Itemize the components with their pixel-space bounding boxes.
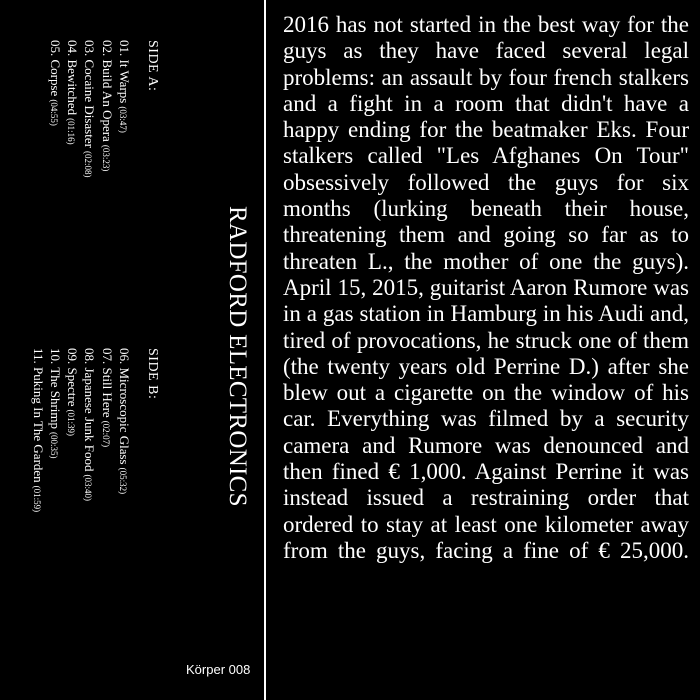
- track-duration: (03:23): [100, 144, 111, 172]
- album-title: RADFORD ELECTRONICS: [224, 206, 251, 507]
- track-title: 04. Bewitched: [65, 40, 81, 116]
- track-duration: (00:35): [48, 432, 59, 459]
- spine-panel: [0, 0, 264, 700]
- side-a-tracklist: [46, 40, 160, 177]
- side-a-track-list: [46, 40, 132, 177]
- track-title: 11. Puking In The Garden: [30, 348, 46, 483]
- divider-line: [264, 0, 266, 700]
- track-title: 03. Cocaine Disaster: [82, 40, 98, 148]
- track-title: 10. The Shrimp: [47, 348, 63, 430]
- side-b-heading: SIDE B:: [145, 348, 160, 400]
- side-a-heading: SIDE A:: [145, 40, 160, 92]
- track-title: 05. Corpse: [47, 40, 63, 97]
- track-duration: (04:55): [48, 99, 59, 126]
- track-duration: (02:07): [100, 420, 111, 448]
- liner-notes-body: 2016 has not started in the best way for the guys as they have faced several legal problems: an assault by four french stalkers and a fight in a room that didn't have a happy ending for the beatmaker Eks. Four stalkers called "Les Afghanes On Tour" obsessively followed the guys for six months (lurking beneath their house, threatening them and going so far as to threaten L., the mother of one the guys). April 15, 2015, guitarist Aaron Rumore was in a gas station in Hamburg in his Audi and, tired of provocations, he struck one of them (the twenty years old Perrine D.) after she blew out a cigarette on the window of his car. Everything was filmed by a security camera and Rumore was denounced and then fined € 1,000. Against Perrine it was instead issued a restraining order that ordered to stay at least one kilometer away from the guys, facing a fine of € 25,000.: [283, 12, 689, 563]
- track-item: [29, 348, 46, 512]
- track-item: [63, 348, 80, 512]
- track-duration: (03:47): [117, 106, 128, 133]
- track-title: 09. Spectre: [65, 348, 81, 407]
- track-title: 06. Microscopic Glass: [116, 348, 132, 465]
- spine-rotated-content: [0, 0, 264, 700]
- track-item: [63, 40, 80, 177]
- catalog-number: Körper 008: [186, 662, 251, 677]
- track-item: [115, 40, 132, 177]
- track-item: [46, 348, 63, 512]
- track-duration: (01:16): [66, 118, 77, 145]
- track-title: 01. It Warps: [116, 40, 132, 104]
- track-title: 07. Still Here: [99, 348, 115, 418]
- track-item: [80, 40, 97, 177]
- track-duration: (01:39): [66, 409, 77, 436]
- track-item: [115, 348, 132, 512]
- track-item: [97, 40, 114, 177]
- track-item: [46, 40, 63, 177]
- track-duration: (05:32): [117, 467, 128, 495]
- track-item: [97, 348, 114, 512]
- track-duration: (02:08): [83, 150, 94, 178]
- side-b-tracklist: [29, 348, 160, 512]
- side-b-track-list: [29, 348, 132, 512]
- track-item: [80, 348, 97, 512]
- track-duration: (03:40): [83, 474, 94, 501]
- track-title: 08. Japanese Junk Food: [82, 348, 98, 472]
- liner-notes-text: [283, 12, 689, 564]
- track-duration: (01:59): [31, 485, 42, 513]
- track-title: 02. Build An Opera: [99, 40, 115, 142]
